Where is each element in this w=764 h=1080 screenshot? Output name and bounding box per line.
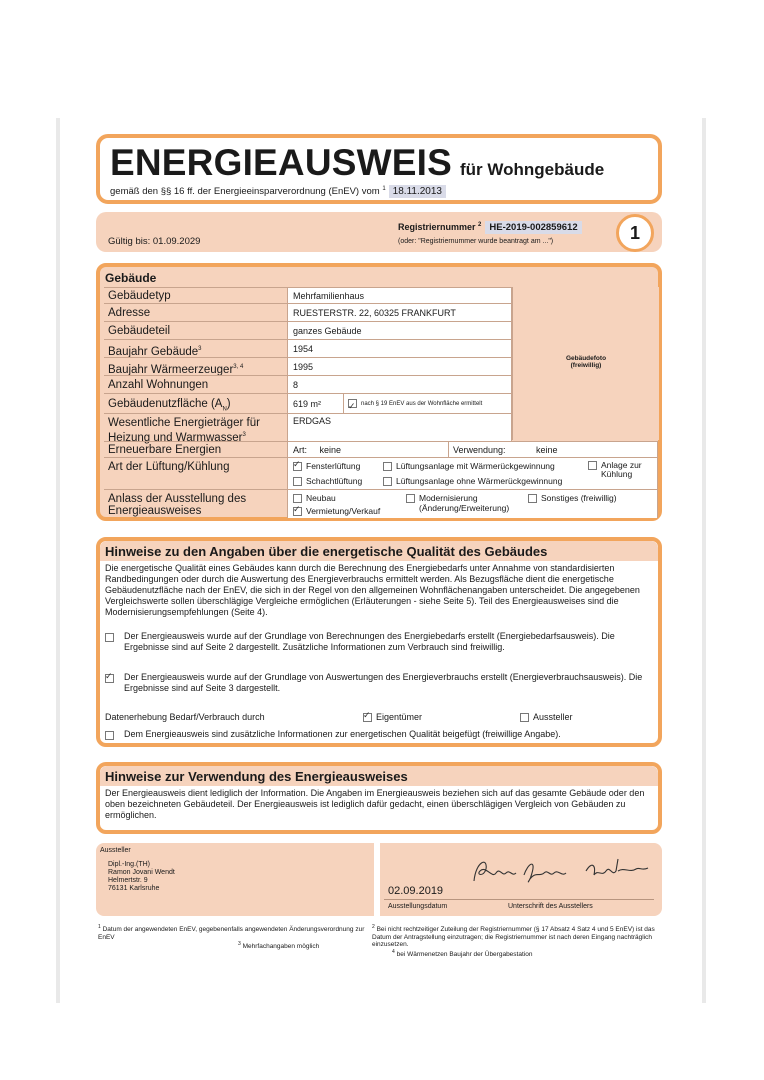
quality-notes-text: Die energetische Qualität eines Gebäudes kann durch die Berechnung des Energiebedarfs unter Annahme von standardisierten Randbedingungen oder durch die Auswertung des Energieverbrauchs ermittelt werden. Als Bezugsfläche dient die energetische Gebäudenutzfläche nach der EnEV, die sich in der Regel von den allgemeinen Wohnflächenangaben unterscheidet. Die angegebenen Vergleichswerte sollen überschlägige Vergleiche ermöglichen (Erläuterungen - siehe Seite 5). Teil des Energieausweises sind die Modernisierungsempfehlungen (Seite 4). xyxy=(105,563,640,617)
row-anzahl-wohnungen: Anzahl Wohnungen 8 xyxy=(104,375,512,394)
sonstiges-checkbox[interactable] xyxy=(528,494,537,503)
gebaeudeteil-value: ganzes Gebäude xyxy=(287,322,512,340)
nutzflaeche-checkbox[interactable] xyxy=(348,399,357,408)
legal-basis: gemäß den §§ 16 ff. der Energieeinsparverordnung (EnEV) vom $^1$ 18.11.2013 xyxy=(110,185,446,198)
issuer-address: Dipl.-Ing.(TH) Ramon Jovani Wendt Helmertstr. 9 76131 Karlsruhe xyxy=(108,861,175,892)
lueftungsanlage-mit-checkbox[interactable] xyxy=(383,462,392,471)
aussteller-checkbox[interactable] xyxy=(520,713,529,722)
row-baujahr-waermeerzeuger: Baujahr Wärmeerzeuger$^{3, 4}$ 1995 xyxy=(104,357,512,376)
zusatzinfo-checkbox[interactable] xyxy=(105,731,114,740)
issuer-box xyxy=(96,843,374,916)
building-photo-placeholder: Gebäudefoto (freiwillig) xyxy=(512,287,659,440)
registration-label: Registriernummer $^2$ HE-2019-002859612 xyxy=(398,221,582,234)
footnotes-left: $^1$ Datum der angewendeten EnEV, gegebenenfalls angewendeten Änderungsverordnung zur EnEV $^3$ Mehrfachangaben möglich xyxy=(98,924,365,951)
quality-notes-title: Hinweise zu den Angaben über die energetische Qualität des Gebäudes xyxy=(105,544,548,559)
kuehlung-checkbox[interactable] xyxy=(588,461,597,470)
document-subtitle: für Wohngebäude xyxy=(460,160,605,179)
usage-notes-section xyxy=(96,762,662,834)
registration-number: HE-2019-002859612 xyxy=(485,221,581,234)
valid-until: Gültig bis: 01.09.2029 xyxy=(108,236,201,247)
bedarfsausweis-text: Der Energieausweis wurde auf der Grundlage von Berechnungen des Energiebedarfs erstellt (Energiebedarfsausweis). Die Ergebnisse sind auf Seite 2 dargestellt. Zusätzliche Informationen zum Verbrauch sind freiwillig. xyxy=(124,631,615,652)
anzahl-wohnungen-value: 8 xyxy=(287,376,512,394)
baujahr-waermeerzeuger-value: 1995 xyxy=(287,358,512,376)
datenerhebung-row: Datenerhebung Bedarf/Verbrauch durch ✓ Eigentümer Aussteller xyxy=(105,712,653,723)
row-baujahr-gebaeude: Baujahr Gebäude$^3$ 1954 xyxy=(104,339,512,358)
verbrauchsausweis-text: Der Energieausweis wurde auf der Grundlage von Auswertungen des Energieverbrauchs erstellt (Energieverbrauchsausweis). Die Ergebnisse sind auf Seite 3 dargestellt. xyxy=(124,672,643,693)
erneuerbare-values: Art: keine Verwendung: keine xyxy=(287,442,658,458)
fensterlueftung-checkbox[interactable] xyxy=(293,462,302,471)
registration-row xyxy=(96,212,662,252)
usage-notes-text: Der Energieausweis dient lediglich der Information. Die Angaben im Energieausweis beziehen sich auf das gesamte Gebäude oder den oben bezeichneten Gebäudeteil. Der Energieausweis ist lediglich dafür gedacht, einen überschlägigen Vergleich von Gebäuden zu ermöglichen. xyxy=(105,788,645,820)
row-nutzflaeche: Gebäudenutzfläche $(A_N)$ 619 m² ✓ nach § 19 EnEV aus der Wohnfläche ermittelt xyxy=(104,393,512,414)
baujahr-gebaeude-value: 1954 xyxy=(287,340,512,358)
row-adresse: Adresse RUESTERSTR. 22, 60325 FRANKFURT xyxy=(104,303,512,322)
signature-label: Unterschrift des Ausstellers xyxy=(508,903,593,910)
document-title: ENERGIEAUSWEIS xyxy=(110,142,453,183)
anlass-options: Neubau ✓Vermietung/Verkauf Modernisierung (Änderung/Erweiterung) Sonstiges (freiwillig) xyxy=(287,490,658,518)
issue-date: 02.09.2019 xyxy=(388,885,444,897)
enev-date: 18.11.2013 xyxy=(389,185,446,198)
row-lueftung: Art der Lüftung/Kühlung ✓ Fensterlüftung Lüftungsanlage mit Wärmerückgewinnung Anlage zur Kühlung Schachtlüftung Lüftungsanlage ohne Wärmerückgewinnung xyxy=(104,457,658,490)
lueftungsanlage-ohne-checkbox[interactable] xyxy=(383,477,392,486)
signature-image xyxy=(466,851,656,895)
quality-notes-section xyxy=(96,537,662,747)
signature-box xyxy=(380,843,662,916)
page-edge-right xyxy=(702,118,706,1003)
row-energietraeger: Wesentliche Energieträger für Heizung und Warmwasser$^3$ ERDGAS xyxy=(104,413,512,442)
bedarfsausweis-checkbox[interactable] xyxy=(105,633,114,642)
gebaeudetyp-value: Mehrfamilienhaus xyxy=(287,288,512,304)
issuer-label: Aussteller xyxy=(100,847,131,854)
vermietung-checkbox[interactable] xyxy=(293,507,302,516)
page-number-badge: 1 xyxy=(616,214,654,252)
issue-date-label: Ausstellungsdatum xyxy=(388,903,448,910)
verbrauchsausweis-checkbox[interactable] xyxy=(105,674,114,683)
row-erneuerbare: Erneuerbare Energien Art: keine Verwendung: keine xyxy=(104,441,658,458)
adresse-value: RUESTERSTR. 22, 60325 FRANKFURT xyxy=(287,304,512,322)
zusatzinfo-text: Dem Energieausweis sind zusätzliche Informationen zur energetischen Qualität beigefügt (freiwillige Angabe). xyxy=(124,729,561,739)
row-gebaeudetyp: Gebäudetyp Mehrfamilienhaus xyxy=(104,287,512,304)
page-edge-left xyxy=(56,118,60,1003)
nutzflaeche-value: 619 m² ✓ nach § 19 EnEV aus der Wohnfläche ermittelt xyxy=(287,394,512,414)
energietraeger-value: ERDGAS xyxy=(287,414,512,442)
building-section-title: Gebäude xyxy=(105,271,157,285)
usage-notes-title: Hinweise zur Verwendung des Energieausweises xyxy=(105,769,408,784)
eigentuemer-checkbox[interactable] xyxy=(363,713,372,722)
registration-note: (oder: "Registriernummer wurde beantragt am ...") xyxy=(398,238,554,245)
modernisierung-checkbox[interactable] xyxy=(406,494,415,503)
row-gebaeudeteil: Gebäudeteil ganzes Gebäude xyxy=(104,321,512,340)
building-section xyxy=(96,263,662,521)
row-anlass: Anlass der Ausstellung des Energieausweises Neubau ✓Vermietung/Verkauf Modernisierung (Änderung/Erweiterung) Sonstiges (freiwillig) xyxy=(104,489,658,518)
neubau-checkbox[interactable] xyxy=(293,494,302,503)
certificate-header xyxy=(96,134,662,204)
lueftung-options: ✓ Fensterlüftung Lüftungsanlage mit Wärmerückgewinnung Anlage zur Kühlung Schachtlüftung Lüftungsanlage ohne Wärmerückgewinnung xyxy=(287,458,658,490)
footnotes-right: $^2$ Bei nicht rechtzeitiger Zuteilung der Registriernummer (§ 17 Absatz 4 Satz 4 und 5 EnEV) ist das Datum der Antragstellung einzutragen; die Registriernummer ist nach deren Eingang nachträglich einzusetzen. $^4$ bei Wärmenetzen Baujahr der Übergabestation xyxy=(372,924,655,958)
schachtlueftung-checkbox[interactable] xyxy=(293,477,302,486)
